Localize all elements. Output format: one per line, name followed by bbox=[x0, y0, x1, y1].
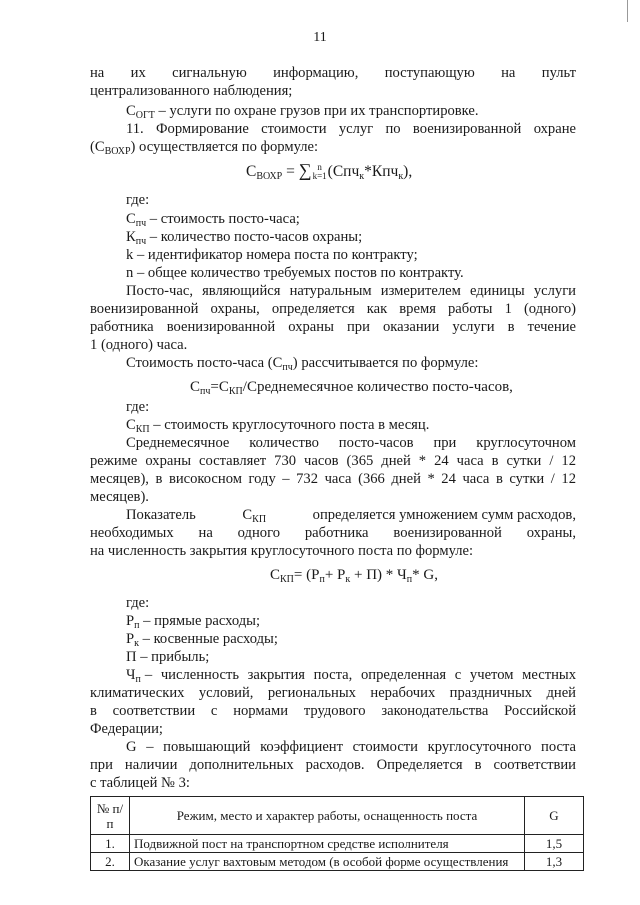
cogt-definition bbox=[126, 102, 479, 120]
definition-text: – стоимость круглосуточного поста в месяц. bbox=[153, 417, 430, 433]
definition-text: – количество посто-часов охраны; bbox=[149, 229, 363, 245]
text-line: где: bbox=[126, 595, 150, 611]
symbol: С bbox=[126, 211, 136, 227]
text: рассчитывается по формуле: bbox=[301, 355, 479, 371]
formula-subscript: пч bbox=[200, 386, 211, 397]
text-line: 1 (одного) часа. bbox=[90, 337, 188, 353]
subscript: ОГТ bbox=[135, 110, 155, 121]
formula-term: * G, bbox=[412, 567, 438, 583]
table-row bbox=[91, 853, 584, 871]
formula-term: =С bbox=[210, 379, 229, 395]
formula-term: + Р bbox=[324, 567, 346, 583]
subscript: КП bbox=[252, 514, 267, 525]
text-line: с таблицей № 3: bbox=[90, 775, 190, 791]
definition-text: – численность закрытия поста, определенная с учетом местных bbox=[144, 667, 576, 683]
text: Показатель bbox=[126, 507, 196, 523]
sum-symbol: ∑ bbox=[298, 160, 312, 180]
definition-text: – услуги по охране грузов при их транспортировке. bbox=[158, 103, 479, 119]
subscript: пч bbox=[282, 362, 293, 373]
text-line: k – идентификатор номера поста по контракту; bbox=[126, 247, 418, 263]
formula-term: ), bbox=[403, 163, 413, 180]
text-line: где: bbox=[126, 192, 150, 208]
symbol: С bbox=[126, 103, 136, 119]
text: осуществляется по формуле: bbox=[139, 139, 319, 155]
subscript: ВОХР bbox=[104, 146, 131, 157]
table-cell: 1. bbox=[91, 835, 130, 853]
table-cell: 1,5 bbox=[525, 835, 584, 853]
text-line: военизированной охраны, определяется как время работы 1 (одного) bbox=[90, 301, 576, 317]
symbol: С bbox=[126, 417, 136, 433]
text-line: режиме охраны составляет 730 часов (365 дней * 24 часа в сутки / 12 bbox=[90, 453, 576, 469]
text-line: необходимых на одного работника военизированной охраны, bbox=[90, 525, 576, 541]
text-line: климатических условий, региональных нерабочих праздничных дней bbox=[90, 685, 576, 701]
symbol: К bbox=[126, 229, 136, 245]
paren: ) bbox=[292, 355, 298, 371]
page-number: 11 bbox=[313, 30, 327, 45]
table-header-cell: G bbox=[525, 797, 584, 835]
text-line: Федерации; bbox=[90, 721, 163, 737]
paren: ( bbox=[90, 139, 95, 155]
formula-symbol: С bbox=[190, 379, 201, 395]
table-row bbox=[91, 835, 584, 853]
definition-text: – прямые расходы; bbox=[143, 613, 261, 629]
text: определяется умножением сумм расходов, bbox=[312, 507, 576, 523]
text-line: на численность закрытия круглосуточного поста по формуле: bbox=[90, 543, 474, 559]
formula-cpch bbox=[190, 378, 513, 396]
subscript: пч bbox=[135, 218, 147, 229]
formula-term: (Спч bbox=[327, 163, 360, 180]
sum-lower: k=1 bbox=[312, 171, 327, 182]
formula-subscript: к bbox=[345, 574, 351, 585]
text-line: при наличии дополнительных расходов. Определяется в соответствии bbox=[90, 757, 576, 773]
table-header-row bbox=[91, 797, 584, 835]
cpch-definition bbox=[126, 210, 300, 228]
formula-term: = (Р bbox=[293, 567, 320, 583]
definition-text: – косвенные расходы; bbox=[142, 631, 278, 647]
paren: ) bbox=[130, 139, 136, 155]
symbol-group bbox=[242, 506, 266, 524]
formula-subscript: п bbox=[406, 574, 413, 585]
text-line: Среднемесячное количество посто-часов при круглосуточном bbox=[126, 435, 576, 451]
paren: ( bbox=[267, 355, 273, 371]
subscript: п bbox=[134, 620, 140, 631]
pk-definition bbox=[126, 630, 278, 648]
text-line: 11. Формирование стоимости услуг по военизированной охране bbox=[126, 121, 576, 137]
text-line-with-symbol bbox=[126, 506, 576, 524]
chp-definition bbox=[126, 666, 576, 684]
text-line: в соответствии с нормами трудового законодательства Российской bbox=[90, 703, 576, 719]
sum-limits bbox=[313, 163, 327, 181]
text-line: месяцев), в високосном году – 732 часа (366 дней * 24 часа в сутки / 12 bbox=[90, 471, 576, 487]
symbol: С bbox=[272, 355, 283, 371]
table-cell: Подвижной пост на транспортном средстве исполнителя bbox=[130, 835, 525, 853]
symbol: С bbox=[94, 139, 105, 155]
subscript: пч bbox=[135, 236, 147, 247]
text-line: работника военизированной охраны при оказании услуги в течение bbox=[90, 319, 576, 335]
formula-term: *Кпч bbox=[364, 163, 399, 180]
formula-subscript: к bbox=[398, 171, 404, 182]
table-header-cell: № п/п bbox=[91, 797, 130, 835]
formula-subscript: к bbox=[359, 171, 365, 182]
definition-text: – стоимость посто-часа; bbox=[149, 211, 300, 227]
text-line: G – повышающий коэффициент стоимости круглосуточного поста bbox=[126, 739, 576, 755]
subscript: п bbox=[135, 674, 141, 685]
symbol: С bbox=[242, 507, 253, 523]
table-cell: 2. bbox=[91, 853, 130, 871]
subscript: КП bbox=[135, 424, 150, 435]
text-line: централизованного наблюдения; bbox=[90, 83, 293, 99]
formula-subscript: ВОХР bbox=[256, 171, 283, 182]
sum-upper: n bbox=[317, 162, 322, 173]
formula-subscript: КП bbox=[228, 386, 243, 397]
formula-term: /Среднемесячное количество посто-часов, bbox=[242, 379, 513, 395]
text-line-with-symbol bbox=[90, 138, 318, 156]
text-line: месяцев). bbox=[90, 489, 149, 505]
symbol: Ч bbox=[126, 667, 136, 683]
subscript: к bbox=[134, 638, 139, 649]
formula-equals: = bbox=[282, 163, 299, 180]
table-cell: Оказание услуг вахтовым методом (в особой форме осуществления bbox=[130, 853, 525, 871]
table-cell: 1,3 bbox=[525, 853, 584, 871]
text-line: на их сигнальную информацию, поступающую на пульт bbox=[90, 65, 576, 81]
text-line-with-symbol bbox=[126, 354, 478, 372]
formula-subscript: п bbox=[319, 574, 325, 585]
table-3 bbox=[90, 796, 584, 871]
text-line: где: bbox=[126, 399, 150, 415]
scan-edge-mark bbox=[627, 0, 628, 22]
formula-ckp bbox=[270, 566, 438, 584]
kpch-definition bbox=[126, 228, 362, 246]
formula-symbol: С bbox=[270, 567, 281, 583]
text: Стоимость посто-часа bbox=[126, 355, 265, 371]
symbol-group bbox=[126, 666, 141, 684]
ckp-definition bbox=[126, 416, 429, 434]
pp-definition bbox=[126, 612, 260, 630]
table-header-cell: Режим, место и характер работы, оснащенность поста bbox=[130, 797, 525, 835]
formula-term: + П) * Ч bbox=[350, 567, 407, 583]
formula-cvoxr bbox=[246, 158, 412, 184]
formula-symbol: С bbox=[246, 163, 257, 180]
text-line: П – прибыль; bbox=[126, 649, 210, 665]
text-line: Посто-час, являющийся натуральным измерителем единицы услуги bbox=[126, 283, 576, 299]
formula-subscript: КП bbox=[280, 574, 294, 585]
symbol: Р bbox=[126, 631, 135, 647]
text-line: n – общее количество требуемых постов по контракту. bbox=[126, 265, 464, 281]
symbol: Р bbox=[126, 613, 135, 629]
